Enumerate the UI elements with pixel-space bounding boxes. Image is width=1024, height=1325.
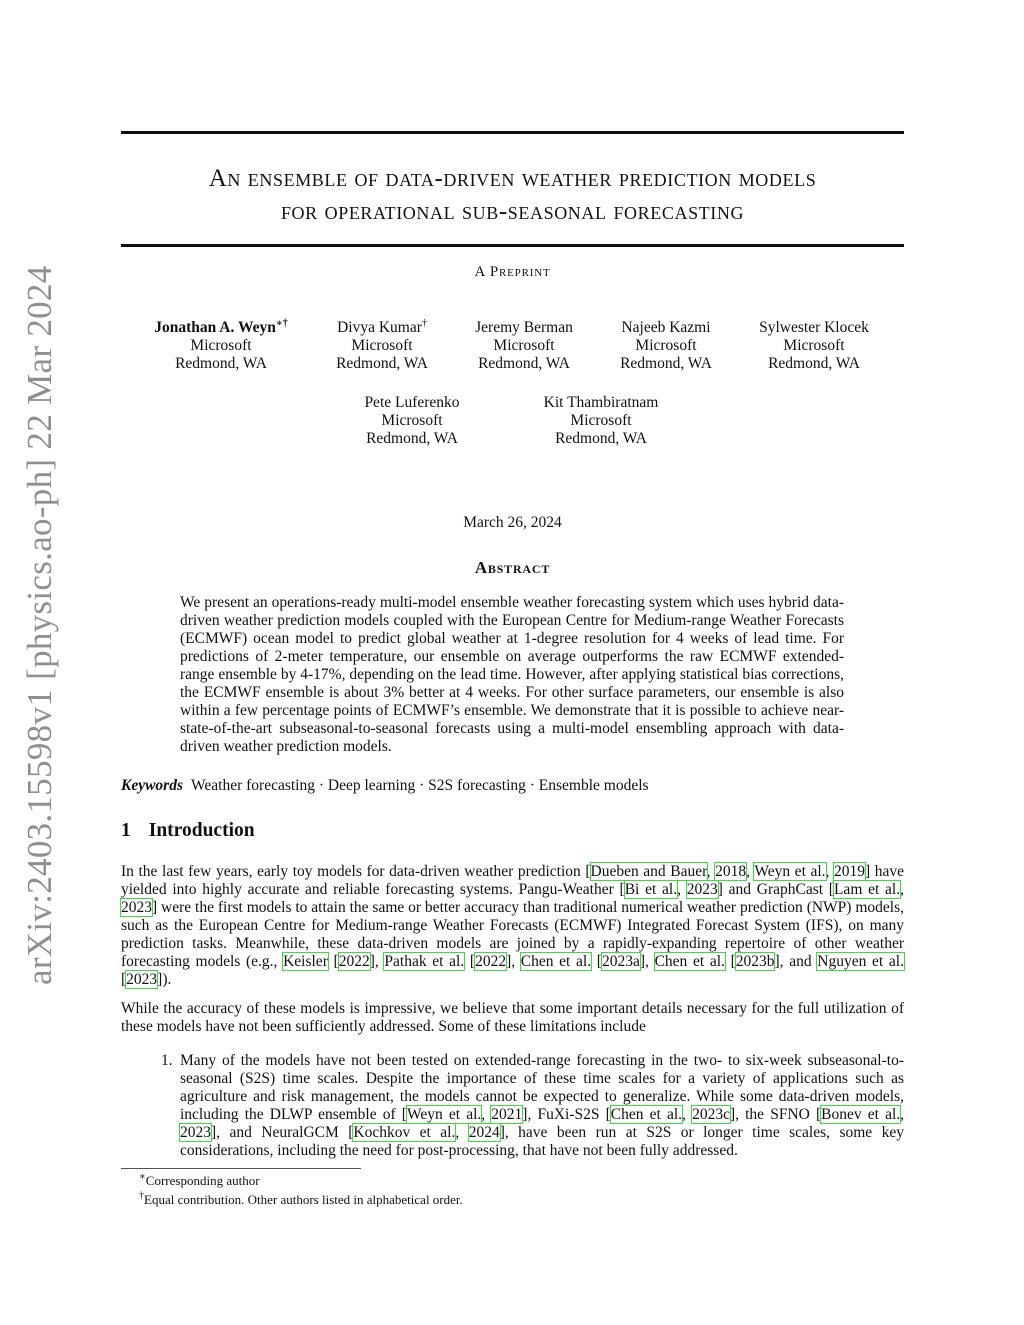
citation-link[interactable]: Chen et al. bbox=[610, 1106, 683, 1123]
author-affiliation: Microsoft bbox=[570, 412, 632, 429]
title-line-2: for operational sub-seasonal forecasting bbox=[280, 198, 745, 225]
author-affiliation: Microsoft bbox=[190, 337, 252, 354]
citation-link[interactable]: 2024 bbox=[468, 1124, 500, 1141]
citation-link[interactable]: Bonev et al. bbox=[821, 1106, 901, 1123]
citation-link[interactable]: 2023 bbox=[121, 899, 152, 916]
citation-link[interactable]: 2022 bbox=[338, 953, 370, 970]
author-name: Kit Thambiratnam bbox=[543, 394, 659, 411]
citation-link[interactable]: 2023b bbox=[735, 953, 775, 970]
title-bottom-rule bbox=[121, 244, 904, 247]
citation-link[interactable]: 2023 bbox=[180, 1124, 211, 1141]
footnote: ∗Corresponding author bbox=[139, 1171, 260, 1188]
citation-link[interactable]: Weyn et al. bbox=[754, 863, 826, 880]
author-affiliation: Microsoft bbox=[351, 337, 413, 354]
citation-link[interactable]: Keisler bbox=[283, 953, 328, 970]
citation-link[interactable]: Nguyen et al. bbox=[817, 953, 904, 970]
abstract-heading: Abstract bbox=[474, 558, 551, 577]
citation-link[interactable]: 2021 bbox=[491, 1106, 523, 1123]
citation-link[interactable]: 2023 bbox=[126, 971, 158, 988]
citation-link[interactable]: 2022 bbox=[475, 953, 507, 970]
citation-link[interactable]: Pathak et al. bbox=[384, 953, 465, 970]
keywords-line bbox=[121, 777, 904, 795]
section-title: Introduction bbox=[148, 820, 255, 841]
list-marker: 1. bbox=[161, 1052, 173, 1069]
author-affiliation: Microsoft bbox=[381, 412, 443, 429]
author-location: Redmond, WA bbox=[478, 355, 570, 372]
footnote-mark: † bbox=[139, 1190, 144, 1202]
paper-title bbox=[121, 162, 904, 228]
title-top-rule bbox=[121, 131, 904, 134]
author-name: Najeeb Kazmi bbox=[621, 319, 711, 336]
author-affiliation: Microsoft bbox=[783, 337, 845, 354]
citation-link[interactable]: 2023c bbox=[692, 1106, 730, 1123]
author-affiliation: Microsoft bbox=[635, 337, 697, 354]
author-location: Redmond, WA bbox=[366, 430, 458, 447]
author-block bbox=[739, 319, 889, 373]
author-location: Redmond, WA bbox=[336, 355, 428, 372]
list-item: 1. Many of the models have not been tested on extended-range forecasting in the two- to six-week subseasonal-to-seasonal (S2S) time scales. Despite the importance of these time scales for a variety of applications such as agriculture and risk management, the models cannot be expected to generalize. While some data-driven models, including the DLWP ensemble of [Weyn et al., 2021], FuXi-S2S [Chen et al., 2023c], the SFNO [Bonev et al., 2023], and NeuralGCM [Kochkov et al., 2024], have been run at S2S or longer time scales, some key considerations, including the need for post-processing, that have not been fully addressed. bbox=[161, 1052, 905, 1159]
citation-link[interactable]: Lam et al. bbox=[833, 881, 901, 898]
limitations-list bbox=[121, 1052, 904, 1160]
author-location: Redmond, WA bbox=[768, 355, 860, 372]
citation-link[interactable]: Weyn et al. bbox=[406, 1106, 482, 1123]
preprint-label: A Preprint bbox=[474, 264, 551, 280]
footnote-mark: ∗ bbox=[139, 1171, 146, 1183]
citation-link[interactable]: 2018 bbox=[715, 863, 747, 880]
citation-link[interactable]: 2023a bbox=[601, 953, 640, 970]
citation-link[interactable]: Chen et al. bbox=[654, 953, 725, 970]
author-block bbox=[146, 319, 296, 373]
section-number: 1 bbox=[121, 820, 131, 841]
keywords-text: Weather forecasting · Deep learning · S2S forecasting · Ensemble models bbox=[191, 777, 649, 794]
author-location: Redmond, WA bbox=[620, 355, 712, 372]
intro-paragraph-2: While the accuracy of these models is impressive, we believe that some important details necessary for the full utilization of these models have not been sufficiently addressed. Some of these limitations include bbox=[121, 1000, 904, 1035]
citation-link[interactable]: Dueben and Bauer bbox=[590, 863, 707, 880]
citation-link[interactable]: Chen et al. bbox=[520, 953, 592, 970]
author-name: Jeremy Berman bbox=[475, 319, 573, 336]
author-name: Pete Luferenko bbox=[364, 394, 460, 411]
author-block bbox=[591, 319, 741, 373]
title-line-1: An ensemble of data-driven weather prediction models bbox=[208, 165, 817, 192]
section-heading bbox=[121, 820, 255, 842]
arxiv-stamp[interactable]: arXiv:2403.15598v1 [physics.ao-ph] 22 Mar 2024 bbox=[20, 265, 59, 985]
author-name: Sylwester Klocek bbox=[759, 319, 869, 336]
citation-link[interactable]: Bi et al. bbox=[624, 881, 678, 898]
footnote-rule bbox=[121, 1168, 361, 1169]
abstract-text: We present an operations-ready multi-model ensemble weather forecasting system which uses hybrid data-driven weather prediction models coupled with the European Centre for Medium-range Weather Forecasts (ECMWF) ocean model to predict global weather at 1-degree resolution for 4 weeks of lead time. For predictions of 2-meter temperature, our ensemble on average outperforms the raw ECMWF extended-range ensemble by 4-17%, depending on the lead time. However, after applying statistical bias corrections, the ECMWF ensemble is about 3% better at 4 weeks. For other surface parameters, our ensemble is also within a few percentage points of ECMWF’s ensemble. We demonstrate that it is possible to achieve near-state-of-the-art subseasonal-to-seasonal forecasts using a multi-model ensembling approach with data-driven weather prediction models. bbox=[180, 594, 844, 755]
citation-link[interactable]: Kochkov et al. bbox=[353, 1124, 456, 1141]
citation-link[interactable]: 2023 bbox=[686, 881, 718, 898]
author-block bbox=[449, 319, 599, 373]
author-location: Redmond, WA bbox=[175, 355, 267, 372]
author-block bbox=[526, 394, 676, 448]
keywords-label: Keywords bbox=[121, 777, 183, 794]
author-affiliation: Microsoft bbox=[493, 337, 555, 354]
author-block bbox=[307, 319, 457, 373]
footnote: †Equal contribution. Other authors listed in alphabetical order. bbox=[139, 1190, 463, 1207]
paper-date: March 26, 2024 bbox=[463, 514, 562, 531]
author-name: Jonathan A. Weyn∗† bbox=[154, 317, 288, 336]
citation-link[interactable]: 2019 bbox=[834, 863, 865, 880]
intro-paragraph-1: In the last few years, early toy models for data-driven weather prediction [Dueben and Bauer, 2018, Weyn et al., 2019] have yielded into highly accurate and reliable forecasting systems. Pangu-Weather [Bi et al., 2023] and GraphCast [Lam et al., 2023] were the first models to attain the same or better accuracy than traditional numerical weather prediction (NWP) models, such as the European Centre for Medium-range Weather Forecasts (ECMWF) Integrated Forecast System (IFS), on many prediction tasks. Meanwhile, these data-driven models are joined by a rapidly-expanding repertoire of other weather forecasting models (e.g., Keisler [2022], Pathak et al. [2022], Chen et al. [2023a], Chen et al. [2023b], and Nguyen et al. [2023]). bbox=[121, 863, 905, 988]
author-name: Divya Kumar† bbox=[337, 317, 427, 336]
author-block bbox=[337, 394, 487, 448]
author-location: Redmond, WA bbox=[555, 430, 647, 447]
